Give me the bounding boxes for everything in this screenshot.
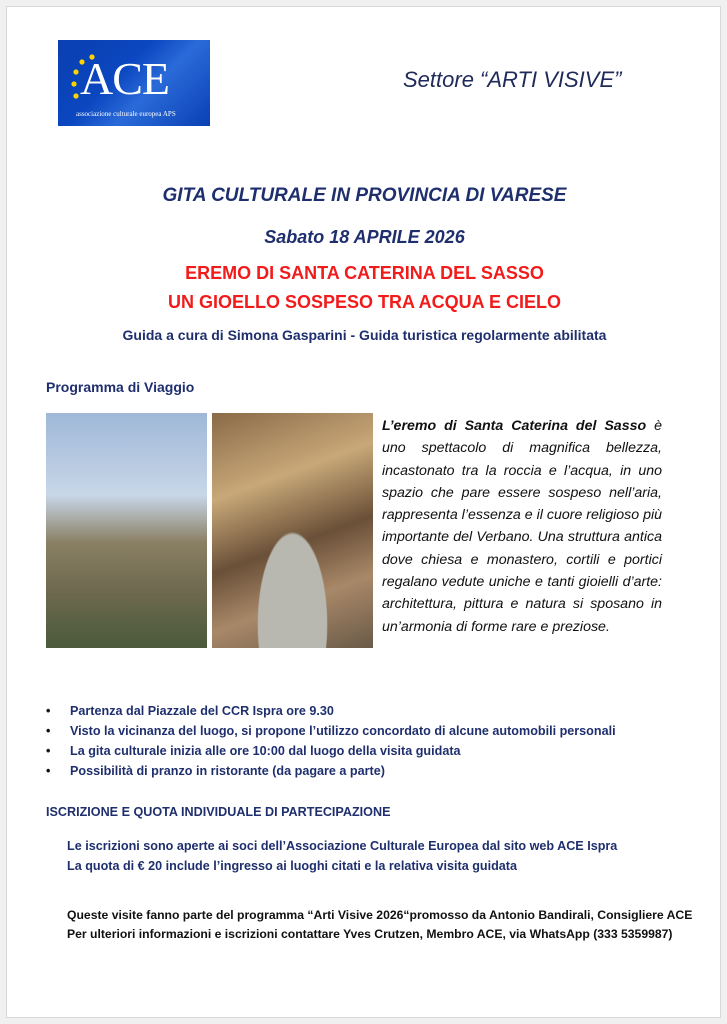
list-item: • Visto la vicinanza del luogo, si propone l’utilizzo concordato di alcune automobili personali xyxy=(46,721,706,741)
ace-logo xyxy=(58,40,210,126)
registration-details xyxy=(46,836,706,876)
logo-subtitle: associazione culturale europea APS xyxy=(76,110,176,118)
registration-line: Le iscrizioni sono aperte ai soci dell’Associazione Culturale Europea dal sito web ACE Ispra xyxy=(67,839,618,853)
footer-line: Per ulteriori informazioni e iscrizioni contattare Yves Crutzen, Membro ACE, via WhatsApp (333 5359987) xyxy=(67,927,673,941)
description-bold: L’eremo di Santa Caterina del Sasso xyxy=(382,418,647,434)
fresco-photo xyxy=(212,413,373,648)
guide-credit: Guida a cura di Simona Gasparini - Guida turistica regolarmente abilitata xyxy=(122,327,607,343)
list-item: • La gita culturale inizia alle ore 10:00 dal luogo della visita guidata xyxy=(46,741,706,761)
list-item: • Partenza dal Piazzale del CCR Ispra ore 9.30 xyxy=(46,701,706,721)
page-title: GITA CULTURALE IN PROVINCIA DI VARESE xyxy=(162,185,567,206)
lower-section xyxy=(46,701,706,944)
footer-line: Queste visite fanno parte del programma “Arti Visive 2026“promosso da Antonio Bandirali, Consigliere ACE xyxy=(67,908,693,922)
program-heading: Programma di Viaggio xyxy=(46,379,195,395)
sector-label: Settore “ARTI VISIVE” xyxy=(403,67,622,92)
registration-heading: ISCRIZIONE E QUOTA INDIVIDUALE DI PARTECIPAZIONE xyxy=(46,805,391,819)
list-item: • Possibilità di pranzo in ristorante (da pagare a parte) xyxy=(46,761,706,781)
document-page xyxy=(6,6,721,1018)
headline-2: UN GIOELLO SOSPESO TRA ACQUA E CIELO xyxy=(167,292,562,312)
headline-1: EREMO DI SANTA CATERINA DEL SASSO xyxy=(185,263,544,283)
itinerary-list xyxy=(46,701,706,781)
event-date: Sabato 18 APRILE 2026 xyxy=(264,227,465,247)
registration-line: La quota di € 20 include l’ingresso ai luoghi citati e la relativa visita guidata xyxy=(67,859,517,873)
footer xyxy=(46,906,706,944)
logo-letters: ACE xyxy=(80,53,169,104)
hermitage-photo xyxy=(46,413,207,648)
description-text: è uno spettacolo di magnifica bellezza, incastonato tra la roccia e l’acqua, in uno spazio che pare essere sospeso nell’aria, rappresenta l’essenza e il cuore religioso più importante del Verbano. Una struttura antica dove chiesa e monastero, cortili e portici regalano vedute uniche e tanti gioielli d’arte: architettura, pittura e natura si sposano in un’armonia di forme rare e preziose. xyxy=(382,418,662,635)
description xyxy=(382,415,662,638)
